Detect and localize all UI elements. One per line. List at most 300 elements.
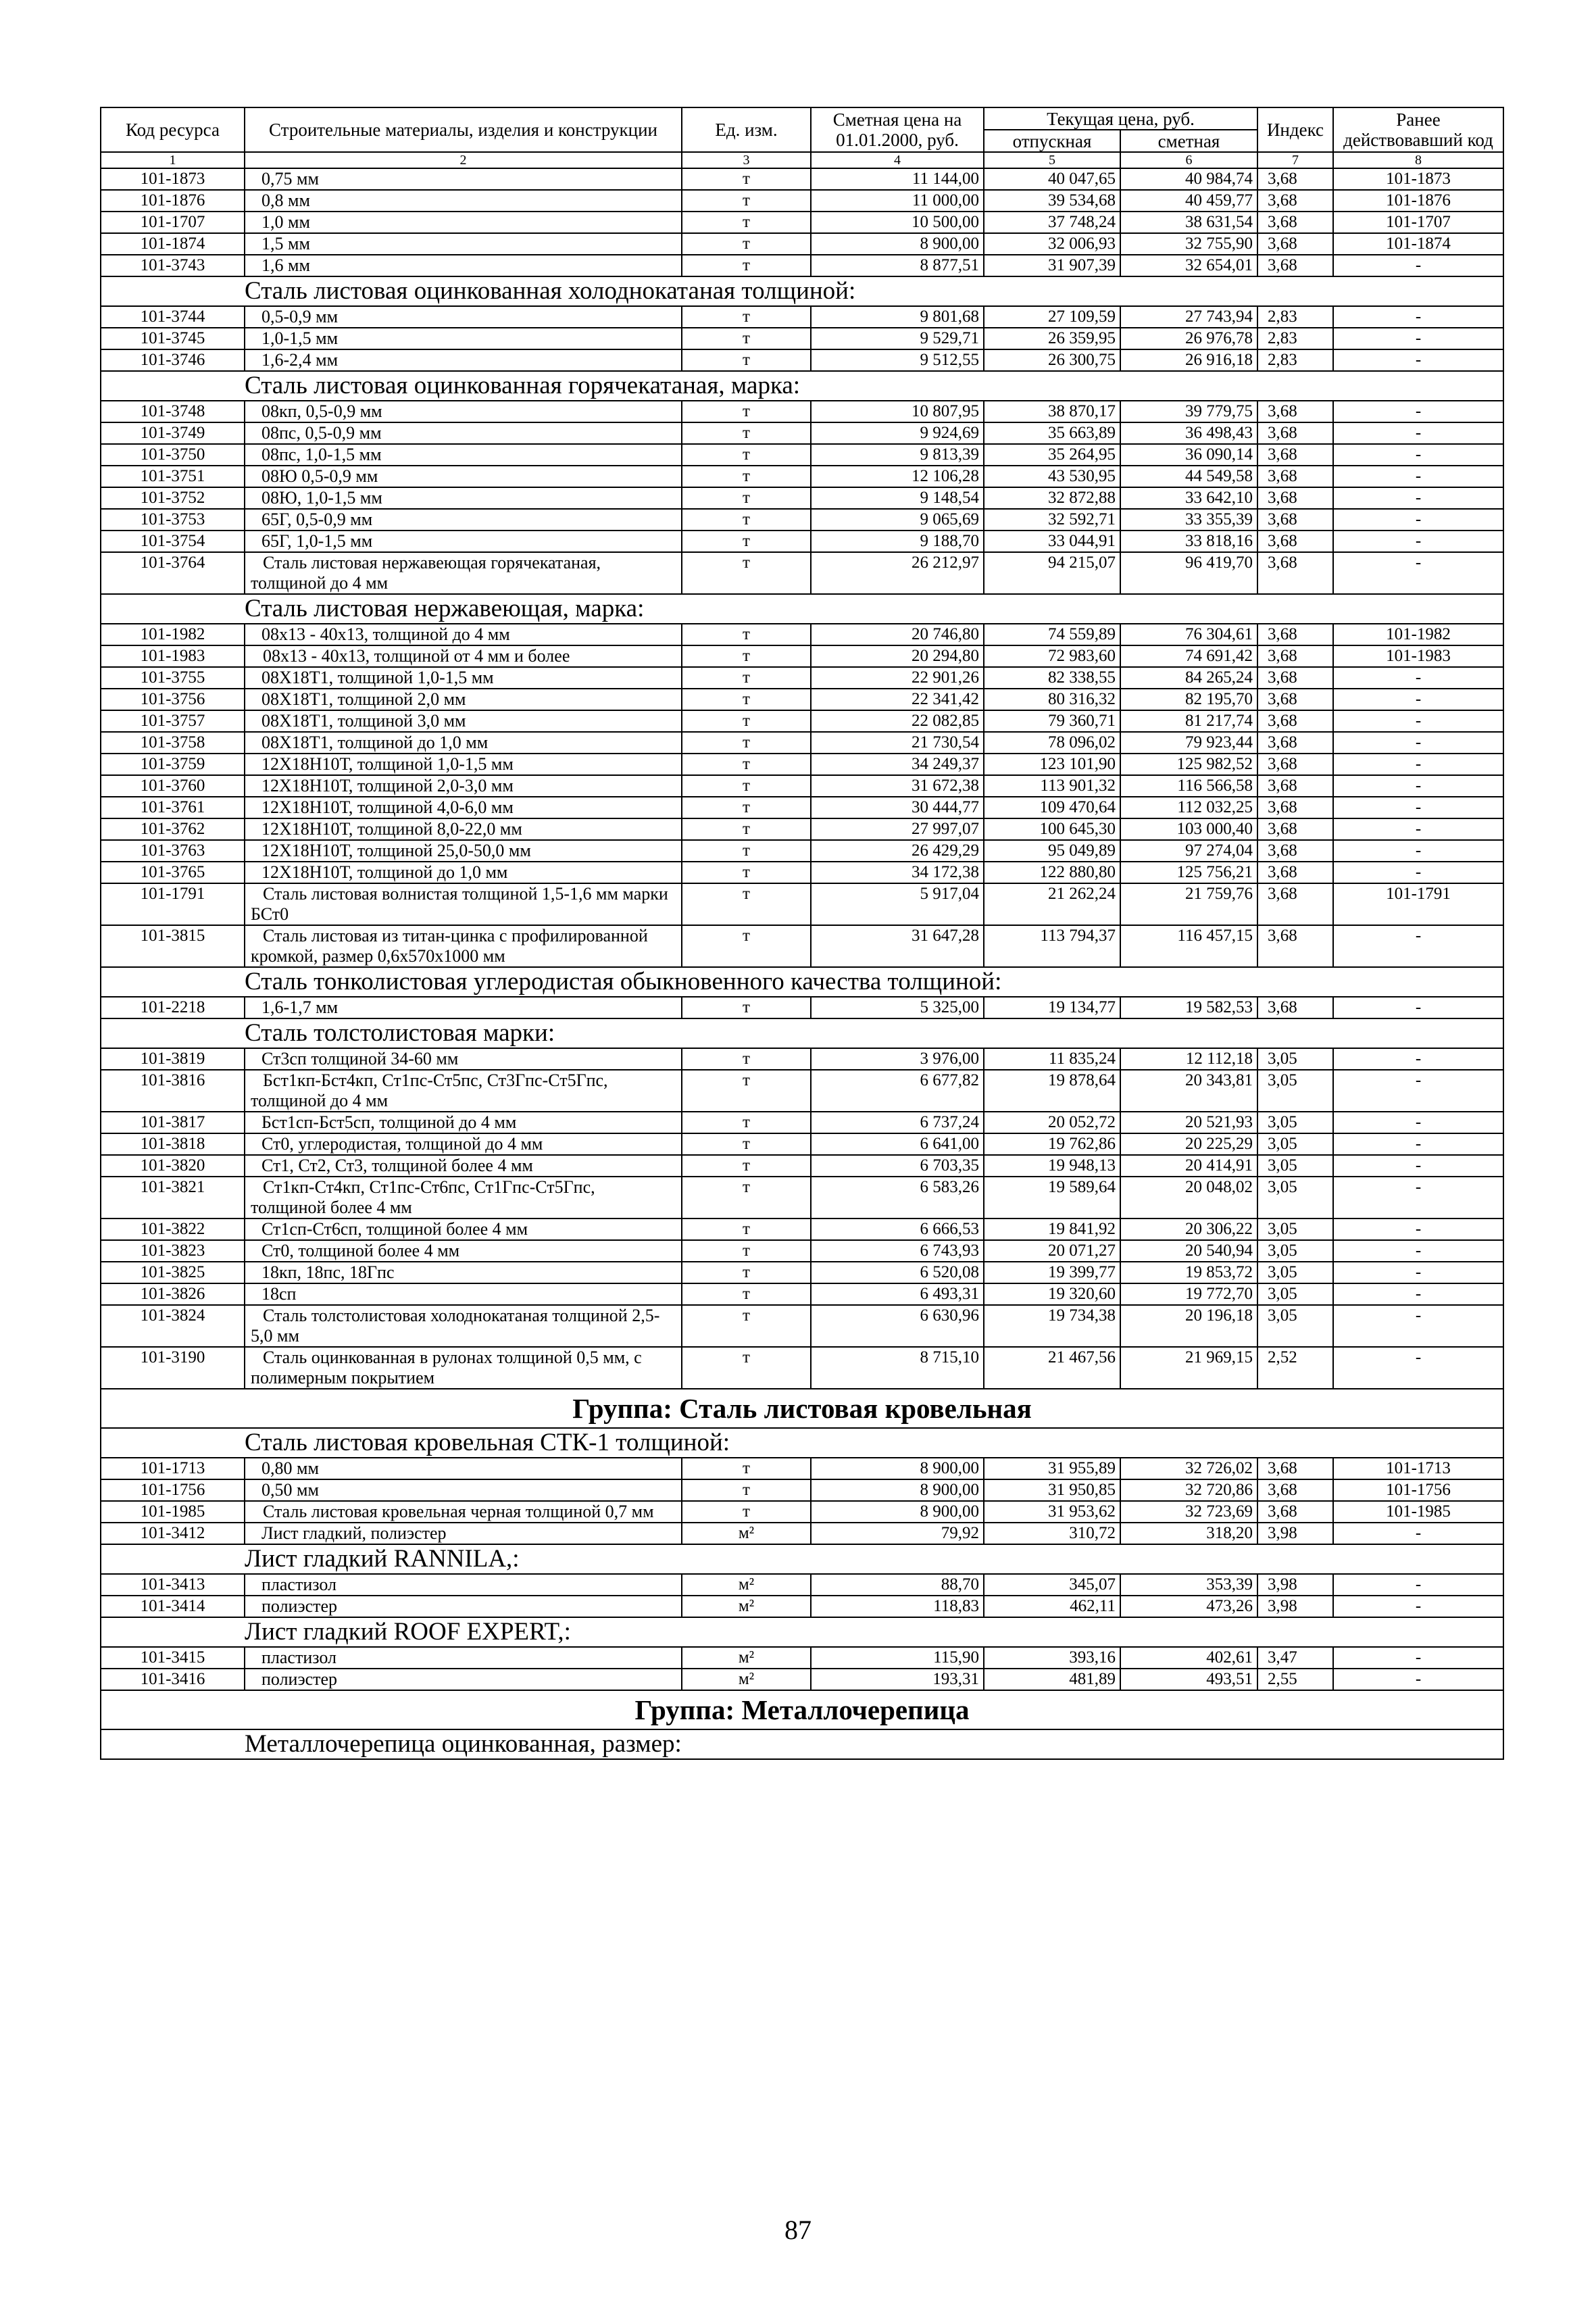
previous-code-cell: - — [1333, 710, 1503, 732]
index-cell: 3,05 — [1257, 1305, 1333, 1347]
table-row — [101, 840, 1503, 862]
previous-code-cell: - — [1333, 1596, 1503, 1617]
table-row — [101, 1155, 1503, 1177]
table-row — [101, 1305, 1503, 1347]
resource-code-cell: 101-3756 — [101, 689, 245, 710]
unit-cell: т — [682, 1177, 811, 1218]
index-cell: 3,05 — [1257, 1112, 1333, 1133]
table-row — [101, 1647, 1503, 1669]
base-price-cell: 8 900,00 — [811, 1458, 984, 1479]
base-price-cell: 27 997,07 — [811, 818, 984, 840]
index-cell: 3,05 — [1257, 1218, 1333, 1240]
previous-code-cell: 101-1876 — [1333, 190, 1503, 212]
previous-code-cell: - — [1333, 1218, 1503, 1240]
base-price-cell: 9 924,69 — [811, 422, 984, 444]
material-name-cell: 08Х18Т1, толщиной 2,0 мм — [245, 689, 682, 710]
unit-cell: т — [682, 1133, 811, 1155]
estimate-price-cell: 353,39 — [1120, 1574, 1257, 1596]
table-body — [101, 168, 1503, 1759]
unit-cell: т — [682, 1048, 811, 1070]
release-price-cell: 37 748,24 — [984, 212, 1120, 233]
base-price-cell: 30 444,77 — [811, 797, 984, 818]
material-name-cell: 12Х18Н10Т, толщиной 25,0-50,0 мм — [245, 840, 682, 862]
base-price-cell: 21 730,54 — [811, 732, 984, 754]
index-cell: 3,05 — [1257, 1283, 1333, 1305]
material-name-cell: 12Х18Н10Т, толщиной 1,0-1,5 мм — [245, 754, 682, 775]
base-price-cell: 12 106,28 — [811, 466, 984, 487]
base-price-cell: 79,92 — [811, 1523, 984, 1544]
resource-code-cell: 101-3758 — [101, 732, 245, 754]
index-cell: 3,68 — [1257, 754, 1333, 775]
material-name-cell: 1,0-1,5 мм — [245, 328, 682, 349]
base-price-cell: 11 144,00 — [811, 168, 984, 190]
base-price-cell: 6 630,96 — [811, 1305, 984, 1347]
subheading-row — [101, 276, 1503, 306]
resource-code-cell: 101-3819 — [101, 1048, 245, 1070]
index-cell: 2,55 — [1257, 1669, 1333, 1690]
previous-code-cell: - — [1333, 422, 1503, 444]
release-price-cell: 31 950,85 — [984, 1479, 1120, 1501]
resource-code-cell: 101-3821 — [101, 1177, 245, 1218]
resource-code-cell: 101-1873 — [101, 168, 245, 190]
table-row — [101, 925, 1503, 967]
base-price-cell: 5 325,00 — [811, 997, 984, 1018]
subheading-row — [101, 1428, 1503, 1458]
material-name-cell: 0,75 мм — [245, 168, 682, 190]
table-row — [101, 552, 1503, 594]
release-price-cell: 113 901,32 — [984, 775, 1120, 797]
estimate-price-cell: 20 225,29 — [1120, 1133, 1257, 1155]
resource-code-cell: 101-1982 — [101, 624, 245, 645]
table-row — [101, 862, 1503, 883]
material-name-cell: 0,50 мм — [245, 1479, 682, 1501]
index-cell: 3,05 — [1257, 1262, 1333, 1283]
unit-cell: т — [682, 775, 811, 797]
index-cell: 3,05 — [1257, 1155, 1333, 1177]
resource-code-cell: 101-3755 — [101, 667, 245, 689]
unit-cell: м² — [682, 1596, 811, 1617]
index-cell: 3,68 — [1257, 1479, 1333, 1501]
estimate-price-cell: 26 916,18 — [1120, 349, 1257, 371]
resource-code-cell: 101-3762 — [101, 818, 245, 840]
estimate-price-cell: 493,51 — [1120, 1669, 1257, 1690]
release-price-cell: 35 264,95 — [984, 444, 1120, 466]
estimate-price-cell: 32 654,01 — [1120, 255, 1257, 276]
resource-code-cell: 101-3746 — [101, 349, 245, 371]
material-name-cell: 08пс, 0,5-0,9 мм — [245, 422, 682, 444]
estimate-price-cell: 81 217,74 — [1120, 710, 1257, 732]
release-price-cell: 310,72 — [984, 1523, 1120, 1544]
release-price-cell: 79 360,71 — [984, 710, 1120, 732]
unit-cell: т — [682, 754, 811, 775]
previous-code-cell: - — [1333, 862, 1503, 883]
header-index: Индекс — [1257, 107, 1333, 152]
table-row — [101, 1669, 1503, 1690]
table-row — [101, 732, 1503, 754]
section-subheading: Лист гладкий ROOF EXPERT,: — [101, 1617, 1503, 1647]
estimate-price-cell: 20 048,02 — [1120, 1177, 1257, 1218]
unit-cell: т — [682, 732, 811, 754]
estimate-price-cell: 26 976,78 — [1120, 328, 1257, 349]
resource-code-cell: 101-3413 — [101, 1574, 245, 1596]
index-cell: 3,68 — [1257, 466, 1333, 487]
release-price-cell: 122 880,80 — [984, 862, 1120, 883]
column-number: 6 — [1120, 152, 1257, 168]
section-subheading: Сталь листовая нержавеющая, марка: — [101, 594, 1503, 624]
estimate-price-cell: 33 355,39 — [1120, 509, 1257, 531]
section-subheading: Сталь листовая оцинкованная горячекатаная, марка: — [101, 371, 1503, 401]
material-name-cell: пластизол — [245, 1647, 682, 1669]
unit-cell: т — [682, 168, 811, 190]
unit-cell: т — [682, 667, 811, 689]
table-row — [101, 190, 1503, 212]
estimate-price-cell: 19 582,53 — [1120, 997, 1257, 1018]
previous-code-cell: 101-1985 — [1333, 1501, 1503, 1523]
index-cell: 3,68 — [1257, 925, 1333, 967]
unit-cell: м² — [682, 1574, 811, 1596]
release-price-cell: 462,11 — [984, 1596, 1120, 1617]
estimate-price-cell: 32 720,86 — [1120, 1479, 1257, 1501]
index-cell: 3,68 — [1257, 552, 1333, 594]
material-name-cell: 08х13 - 40х13, толщиной до 4 мм — [245, 624, 682, 645]
release-price-cell: 33 044,91 — [984, 531, 1120, 552]
previous-code-cell: - — [1333, 667, 1503, 689]
table-row — [101, 444, 1503, 466]
previous-code-cell: - — [1333, 328, 1503, 349]
unit-cell: т — [682, 1283, 811, 1305]
resource-code-cell: 101-3822 — [101, 1218, 245, 1240]
index-cell: 3,68 — [1257, 212, 1333, 233]
table-row — [101, 1283, 1503, 1305]
estimate-price-cell: 402,61 — [1120, 1647, 1257, 1669]
index-cell: 3,68 — [1257, 689, 1333, 710]
resource-code-cell: 101-3761 — [101, 797, 245, 818]
unit-cell: т — [682, 1305, 811, 1347]
table-row — [101, 1574, 1503, 1596]
table-row — [101, 466, 1503, 487]
resource-code-cell: 101-3820 — [101, 1155, 245, 1177]
previous-code-cell: - — [1333, 797, 1503, 818]
unit-cell: т — [682, 925, 811, 967]
resource-code-cell: 101-3190 — [101, 1347, 245, 1389]
resource-code-cell: 101-3751 — [101, 466, 245, 487]
index-cell: 3,68 — [1257, 645, 1333, 667]
estimate-price-cell: 76 304,61 — [1120, 624, 1257, 645]
table-row — [101, 328, 1503, 349]
resource-code-cell: 101-1876 — [101, 190, 245, 212]
unit-cell: т — [682, 349, 811, 371]
release-price-cell: 95 049,89 — [984, 840, 1120, 862]
estimate-price-cell: 97 274,04 — [1120, 840, 1257, 862]
estimate-price-cell: 32 726,02 — [1120, 1458, 1257, 1479]
unit-cell: т — [682, 624, 811, 645]
unit-cell: т — [682, 552, 811, 594]
table-row — [101, 667, 1503, 689]
index-cell: 2,83 — [1257, 328, 1333, 349]
index-cell: 3,68 — [1257, 1501, 1333, 1523]
material-name-cell: 12Х18Н10Т, толщиной 4,0-6,0 мм — [245, 797, 682, 818]
release-price-cell: 94 215,07 — [984, 552, 1120, 594]
table-row — [101, 531, 1503, 552]
index-cell: 3,68 — [1257, 168, 1333, 190]
material-name-cell: Сталь листовая кровельная черная толщиной 0,7 мм — [245, 1501, 682, 1523]
previous-code-cell: - — [1333, 1262, 1503, 1283]
unit-cell: т — [682, 422, 811, 444]
table-row — [101, 1218, 1503, 1240]
material-name-cell: 08Ю 0,5-0,9 мм — [245, 466, 682, 487]
estimate-price-cell: 318,20 — [1120, 1523, 1257, 1544]
table-row — [101, 883, 1503, 925]
subheading-row — [101, 967, 1503, 997]
unit-cell: т — [682, 710, 811, 732]
material-name-cell: 1,6-2,4 мм — [245, 349, 682, 371]
unit-cell: т — [682, 233, 811, 255]
material-name-cell: 08кп, 0,5-0,9 мм — [245, 401, 682, 422]
resource-code-cell: 101-1791 — [101, 883, 245, 925]
estimate-price-cell: 20 414,91 — [1120, 1155, 1257, 1177]
table-row — [101, 422, 1503, 444]
resource-code-cell: 101-3753 — [101, 509, 245, 531]
previous-code-cell: - — [1333, 552, 1503, 594]
estimate-price-cell: 20 306,22 — [1120, 1218, 1257, 1240]
previous-code-cell: - — [1333, 1574, 1503, 1596]
index-cell: 3,68 — [1257, 255, 1333, 276]
base-price-cell: 8 900,00 — [811, 1479, 984, 1501]
unit-cell: т — [682, 1155, 811, 1177]
table-row — [101, 1177, 1503, 1218]
previous-code-cell: - — [1333, 1647, 1503, 1669]
table-row — [101, 1262, 1503, 1283]
resource-code-cell: 101-3743 — [101, 255, 245, 276]
header-base-price: Сметная цена на 01.01.2000, руб. — [811, 107, 984, 152]
base-price-cell: 26 429,29 — [811, 840, 984, 862]
section-subheading: Лист гладкий RANNILA,: — [101, 1544, 1503, 1574]
release-price-cell: 345,07 — [984, 1574, 1120, 1596]
material-name-cell: 1,0 мм — [245, 212, 682, 233]
index-cell: 3,68 — [1257, 840, 1333, 862]
unit-cell: т — [682, 1218, 811, 1240]
unit-cell: т — [682, 689, 811, 710]
previous-code-cell: - — [1333, 997, 1503, 1018]
resource-code-cell: 101-1707 — [101, 212, 245, 233]
index-cell: 3,68 — [1257, 531, 1333, 552]
index-cell: 3,68 — [1257, 401, 1333, 422]
previous-code-cell: - — [1333, 689, 1503, 710]
material-name-cell: 08Х18Т1, толщиной 3,0 мм — [245, 710, 682, 732]
material-name-cell: Ст1, Ст2, Ст3, толщиной более 4 мм — [245, 1155, 682, 1177]
estimate-price-cell: 36 498,43 — [1120, 422, 1257, 444]
estimate-price-cell: 116 457,15 — [1120, 925, 1257, 967]
resource-code-cell: 101-3763 — [101, 840, 245, 862]
resource-code-cell: 101-3745 — [101, 328, 245, 349]
header-previous-code: Ранее действовавший код — [1333, 107, 1503, 152]
material-name-cell: 08х13 - 40х13, толщиной от 4 мм и более — [245, 645, 682, 667]
base-price-cell: 9 065,69 — [811, 509, 984, 531]
estimate-price-cell: 125 756,21 — [1120, 862, 1257, 883]
subheading-row — [101, 371, 1503, 401]
base-price-cell: 10 500,00 — [811, 212, 984, 233]
index-cell: 3,68 — [1257, 883, 1333, 925]
column-numbers-row — [101, 152, 1503, 168]
base-price-cell: 20 746,80 — [811, 624, 984, 645]
index-cell: 3,05 — [1257, 1177, 1333, 1218]
base-price-cell: 9 813,39 — [811, 444, 984, 466]
unit-cell: т — [682, 306, 811, 328]
material-name-cell: полиэстер — [245, 1669, 682, 1690]
unit-cell: т — [682, 255, 811, 276]
estimate-price-cell: 20 343,81 — [1120, 1070, 1257, 1112]
material-name-cell: 1,5 мм — [245, 233, 682, 255]
estimate-price-cell: 74 691,42 — [1120, 645, 1257, 667]
unit-cell: т — [682, 328, 811, 349]
release-price-cell: 27 109,59 — [984, 306, 1120, 328]
index-cell: 3,68 — [1257, 624, 1333, 645]
resource-code-cell: 101-3760 — [101, 775, 245, 797]
estimate-price-cell: 33 642,10 — [1120, 487, 1257, 509]
resource-code-cell: 101-1713 — [101, 1458, 245, 1479]
base-price-cell: 9 529,71 — [811, 328, 984, 349]
previous-code-cell: 101-1791 — [1333, 883, 1503, 925]
index-cell: 3,68 — [1257, 862, 1333, 883]
material-name-cell: Бст1сп-Бст5сп, толщиной до 4 мм — [245, 1112, 682, 1133]
subheading-row — [101, 1729, 1503, 1759]
release-price-cell: 35 663,89 — [984, 422, 1120, 444]
material-name-cell: 0,5-0,9 мм — [245, 306, 682, 328]
base-price-cell: 193,31 — [811, 1669, 984, 1690]
table-row — [101, 1596, 1503, 1617]
index-cell: 2,83 — [1257, 349, 1333, 371]
base-price-cell: 115,90 — [811, 1647, 984, 1669]
material-name-cell: 65Г, 0,5-0,9 мм — [245, 509, 682, 531]
material-name-cell: 08Х18Т1, толщиной 1,0-1,5 мм — [245, 667, 682, 689]
release-price-cell: 19 320,60 — [984, 1283, 1120, 1305]
material-name-cell: 0,80 мм — [245, 1458, 682, 1479]
base-price-cell: 9 801,68 — [811, 306, 984, 328]
resource-code-cell: 101-3752 — [101, 487, 245, 509]
section-subheading: Сталь листовая оцинкованная холоднокатаная толщиной: — [101, 276, 1503, 306]
table-row — [101, 1112, 1503, 1133]
release-price-cell: 109 470,64 — [984, 797, 1120, 818]
release-price-cell: 100 645,30 — [984, 818, 1120, 840]
estimate-price-cell: 125 982,52 — [1120, 754, 1257, 775]
unit-cell: м² — [682, 1523, 811, 1544]
previous-code-cell: - — [1333, 732, 1503, 754]
table-row — [101, 233, 1503, 255]
release-price-cell: 19 399,77 — [984, 1262, 1120, 1283]
base-price-cell: 22 901,26 — [811, 667, 984, 689]
resource-code-cell: 101-3415 — [101, 1647, 245, 1669]
table-row — [101, 997, 1503, 1018]
base-price-cell: 6 493,31 — [811, 1283, 984, 1305]
resource-code-cell: 101-3823 — [101, 1240, 245, 1262]
material-name-cell: Ст1сп-Ст6сп, толщиной более 4 мм — [245, 1218, 682, 1240]
previous-code-cell: - — [1333, 531, 1503, 552]
resource-code-cell: 101-3412 — [101, 1523, 245, 1544]
release-price-cell: 19 134,77 — [984, 997, 1120, 1018]
table-header — [101, 107, 1503, 168]
base-price-cell: 6 641,00 — [811, 1133, 984, 1155]
estimate-price-cell: 19 853,72 — [1120, 1262, 1257, 1283]
material-name-cell: Лист гладкий, полиэстер — [245, 1523, 682, 1544]
base-price-cell: 8 715,10 — [811, 1347, 984, 1389]
table-row — [101, 168, 1503, 190]
material-name-cell: 12Х18Н10Т, толщиной 8,0-22,0 мм — [245, 818, 682, 840]
estimate-price-cell: 44 549,58 — [1120, 466, 1257, 487]
previous-code-cell: - — [1333, 840, 1503, 862]
index-cell: 3,68 — [1257, 667, 1333, 689]
previous-code-cell: - — [1333, 1155, 1503, 1177]
estimate-price-cell: 21 759,76 — [1120, 883, 1257, 925]
table-row — [101, 306, 1503, 328]
release-price-cell: 32 872,88 — [984, 487, 1120, 509]
index-cell: 3,05 — [1257, 1133, 1333, 1155]
estimate-price-cell: 20 196,18 — [1120, 1305, 1257, 1347]
release-price-cell: 39 534,68 — [984, 190, 1120, 212]
base-price-cell: 118,83 — [811, 1596, 984, 1617]
estimate-price-cell: 79 923,44 — [1120, 732, 1257, 754]
section-subheading: Сталь тонколистовая углеродистая обыкновенного качества толщиной: — [101, 967, 1503, 997]
base-price-cell: 9 512,55 — [811, 349, 984, 371]
release-price-cell: 19 841,92 — [984, 1218, 1120, 1240]
previous-code-cell: - — [1333, 444, 1503, 466]
release-price-cell: 21 262,24 — [984, 883, 1120, 925]
index-cell: 3,98 — [1257, 1596, 1333, 1617]
previous-code-cell: - — [1333, 306, 1503, 328]
release-price-cell: 26 300,75 — [984, 349, 1120, 371]
release-price-cell: 26 359,95 — [984, 328, 1120, 349]
table-row — [101, 710, 1503, 732]
release-price-cell: 32 006,93 — [984, 233, 1120, 255]
base-price-cell: 3 976,00 — [811, 1048, 984, 1070]
base-price-cell: 31 647,28 — [811, 925, 984, 967]
previous-code-cell: - — [1333, 1112, 1503, 1133]
resource-code-cell: 101-3757 — [101, 710, 245, 732]
index-cell: 3,68 — [1257, 509, 1333, 531]
unit-cell: т — [682, 401, 811, 422]
estimate-price-cell: 84 265,24 — [1120, 667, 1257, 689]
base-price-cell: 6 737,24 — [811, 1112, 984, 1133]
unit-cell: т — [682, 212, 811, 233]
previous-code-cell: 101-1756 — [1333, 1479, 1503, 1501]
resource-code-cell: 101-3816 — [101, 1070, 245, 1112]
resource-code-cell: 101-3414 — [101, 1596, 245, 1617]
estimate-price-cell: 473,26 — [1120, 1596, 1257, 1617]
previous-code-cell: - — [1333, 487, 1503, 509]
unit-cell: т — [682, 1347, 811, 1389]
release-price-cell: 393,16 — [984, 1647, 1120, 1669]
table-row — [101, 1523, 1503, 1544]
base-price-cell: 88,70 — [811, 1574, 984, 1596]
base-price-cell: 34 249,37 — [811, 754, 984, 775]
table-row — [101, 624, 1503, 645]
estimate-price-cell: 38 631,54 — [1120, 212, 1257, 233]
previous-code-cell: 101-1983 — [1333, 645, 1503, 667]
release-price-cell: 38 870,17 — [984, 401, 1120, 422]
subheading-row — [101, 1617, 1503, 1647]
base-price-cell: 6 583,26 — [811, 1177, 984, 1218]
base-price-cell: 9 188,70 — [811, 531, 984, 552]
previous-code-cell: - — [1333, 349, 1503, 371]
index-cell: 3,68 — [1257, 775, 1333, 797]
previous-code-cell: - — [1333, 509, 1503, 531]
resource-code-cell: 101-3744 — [101, 306, 245, 328]
material-name-cell: 08пс, 1,0-1,5 мм — [245, 444, 682, 466]
base-price-cell: 31 672,38 — [811, 775, 984, 797]
index-cell: 3,68 — [1257, 1458, 1333, 1479]
index-cell: 3,47 — [1257, 1647, 1333, 1669]
index-cell: 3,98 — [1257, 1523, 1333, 1544]
base-price-cell: 6 520,08 — [811, 1262, 984, 1283]
